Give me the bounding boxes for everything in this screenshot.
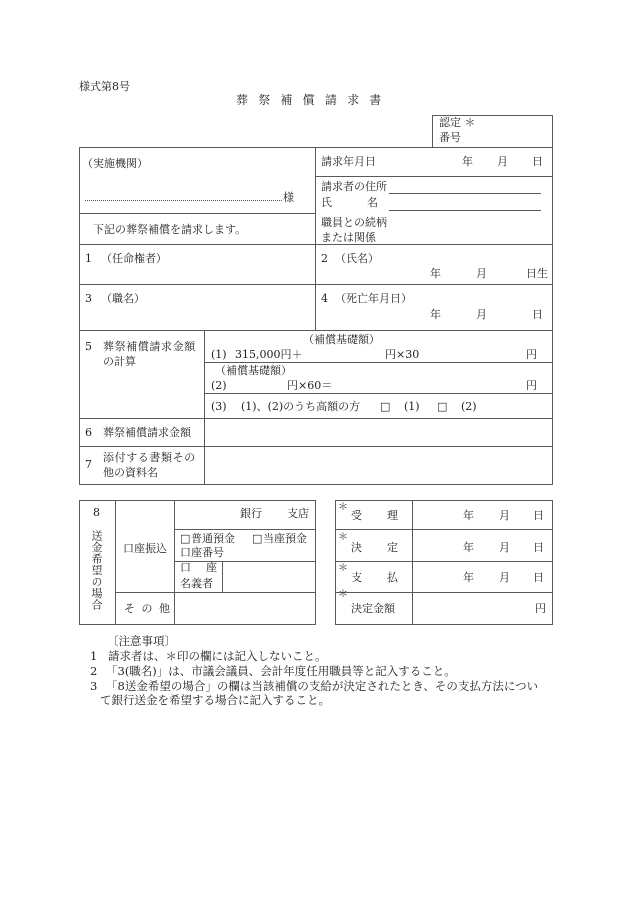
- payment-date-cell: [412, 561, 553, 593]
- decided-amount-value-cell: [412, 592, 553, 625]
- account-holder-label-line2: 名義者: [180, 577, 213, 590]
- item5-row3-text: (1)、(2)のうち高額の方: [241, 400, 361, 413]
- ordinary-deposit-label: 普通預金: [191, 532, 235, 545]
- claimant-address-line: [389, 193, 541, 194]
- item2-birth-month: 月: [476, 267, 487, 280]
- item6-value-cell: [204, 418, 553, 447]
- notes-heading: 〔注意事項〕: [107, 634, 176, 648]
- item7-label-line2: 他の資料名: [103, 466, 158, 479]
- item5-label-line2: の計算: [103, 355, 136, 368]
- remittance-label: 送金希望の場合: [90, 530, 103, 611]
- decided-amount-asterisk: ＊: [338, 589, 348, 600]
- agency-name-dotted-line: [85, 200, 282, 201]
- request-date-day: 日: [532, 155, 543, 168]
- receipt-label: 受 理: [351, 509, 405, 522]
- request-date-year: 年: [462, 155, 473, 168]
- account-holder-value-cell: [222, 561, 316, 593]
- note2-number: 2: [90, 664, 98, 678]
- claim-statement: 下記の葬祭補償を請求します。: [93, 223, 247, 236]
- account-number-label: 口座番号: [180, 546, 224, 559]
- payment-asterisk: ＊: [338, 563, 348, 574]
- item7-number: 7: [85, 458, 92, 471]
- item4-death-year: 年: [430, 308, 441, 321]
- item5-row2-multiplier: 円×60＝: [287, 379, 333, 392]
- item5-row2-unit: 円: [526, 379, 537, 392]
- item5-row1-amount: 315,000円＋: [235, 348, 303, 361]
- claimant-name-label-2: 名: [367, 196, 378, 209]
- decision-asterisk: ＊: [338, 532, 348, 543]
- item4-label: （死亡年月日）: [335, 292, 412, 305]
- claimant-name-line: [389, 210, 541, 211]
- note1-text: 請求者は、＊印の欄には記入しないこと。: [108, 649, 327, 663]
- ordinary-deposit-checkbox[interactable]: □: [180, 532, 191, 545]
- receipt-year: 年: [463, 509, 474, 522]
- item2-birth-day: 日生: [526, 267, 548, 280]
- decided-amount-label: 決定金額: [351, 602, 395, 615]
- payment-label: 支 払: [351, 571, 405, 584]
- item6-number: 6: [85, 426, 92, 439]
- receipt-month: 月: [499, 509, 510, 522]
- receipt-date-cell: [412, 500, 553, 530]
- transfer-label: 口座振込: [123, 542, 167, 555]
- item4-number: 4: [321, 292, 328, 305]
- claimant-name-label-1: 氏: [321, 196, 332, 209]
- bank-label: 銀行: [240, 507, 262, 520]
- item3-number: 3: [85, 292, 92, 305]
- item5-row2-base-label: （補償基礎額）: [215, 364, 292, 377]
- current-deposit-label: 当座預金: [263, 532, 307, 545]
- item1-number: 1: [85, 252, 92, 265]
- claimant-relation-label-1: 職員との続柄: [321, 216, 387, 229]
- agency-label: （実施機関）: [82, 157, 148, 170]
- page-title: 葬 祭 補 償 請 求 書: [236, 93, 385, 107]
- decision-day: 日: [533, 541, 544, 554]
- payment-month: 月: [499, 571, 510, 584]
- option1-label: (1): [404, 400, 420, 413]
- request-date-label: 請求年月日: [321, 155, 376, 168]
- item5-row3-prefix: (3): [211, 400, 227, 413]
- item6-label: 葬祭補償請求金額: [103, 426, 191, 439]
- item1-label: （任命権者）: [101, 252, 167, 265]
- note1-number: 1: [90, 649, 98, 663]
- item3-label: （職名）: [101, 292, 145, 305]
- item5-row1-base-label: （補償基礎額）: [303, 333, 380, 346]
- item5-number: 5: [85, 340, 92, 353]
- item7-value-cell: [204, 446, 553, 485]
- decision-date-cell: [412, 529, 553, 562]
- receipt-day: 日: [533, 509, 544, 522]
- item4-death-month: 月: [476, 308, 487, 321]
- item5-row2-prefix: (2): [211, 379, 227, 392]
- current-deposit-checkbox[interactable]: □: [252, 532, 263, 545]
- payment-year: 年: [463, 571, 474, 584]
- certification-label-line2: 番号: [439, 131, 461, 144]
- decision-month: 月: [499, 541, 510, 554]
- note3-continuation: て銀行送金を希望する場合に記入すること。: [100, 693, 330, 707]
- option2-checkbox[interactable]: □: [437, 400, 448, 413]
- item5-row1-unit: 円: [526, 348, 537, 361]
- payment-day: 日: [533, 571, 544, 584]
- item5-row1-prefix: (1): [211, 348, 227, 361]
- item2-number: 2: [321, 252, 328, 265]
- item2-label: （氏名）: [335, 252, 379, 265]
- remittance-number: 8: [93, 506, 100, 519]
- item7-label-line1: 添付する書類その: [103, 451, 196, 464]
- agency-honorific: 様: [283, 191, 294, 204]
- receipt-asterisk: ＊: [338, 502, 348, 513]
- note3-text: 「8送金希望の場合」の欄は当該補償の支給が決定されたとき、その支払方法につい: [106, 679, 539, 693]
- claimant-address-label: 請求者の住所: [321, 180, 387, 193]
- decided-amount-unit: 円: [535, 602, 546, 615]
- request-date-month: 月: [497, 155, 508, 168]
- item4-death-day: 日: [532, 308, 543, 321]
- option1-checkbox[interactable]: □: [380, 400, 391, 413]
- note3-number: 3: [90, 679, 98, 693]
- branch-label: 支店: [287, 507, 309, 520]
- item5-label-line1: 葬祭補償請求金額: [103, 340, 196, 353]
- other-label: そ の 他: [124, 602, 172, 615]
- decision-label: 決 定: [351, 541, 405, 554]
- claimant-relation-label-2: または関係: [321, 231, 376, 244]
- decision-year: 年: [463, 541, 474, 554]
- option2-label: (2): [461, 400, 477, 413]
- item2-birth-year: 年: [430, 267, 441, 280]
- account-holder-label-line1: 口 座: [180, 561, 219, 574]
- note2-text: 「3(職名)」は、市議会議員、会計年度任用職員等と記入すること。: [106, 664, 456, 678]
- form-number: 様式第8号: [79, 80, 130, 93]
- item5-row1-multiplier: 円×30: [385, 348, 420, 361]
- other-value-cell: [174, 592, 316, 625]
- certification-label-line1: 認定 ＊: [439, 116, 476, 129]
